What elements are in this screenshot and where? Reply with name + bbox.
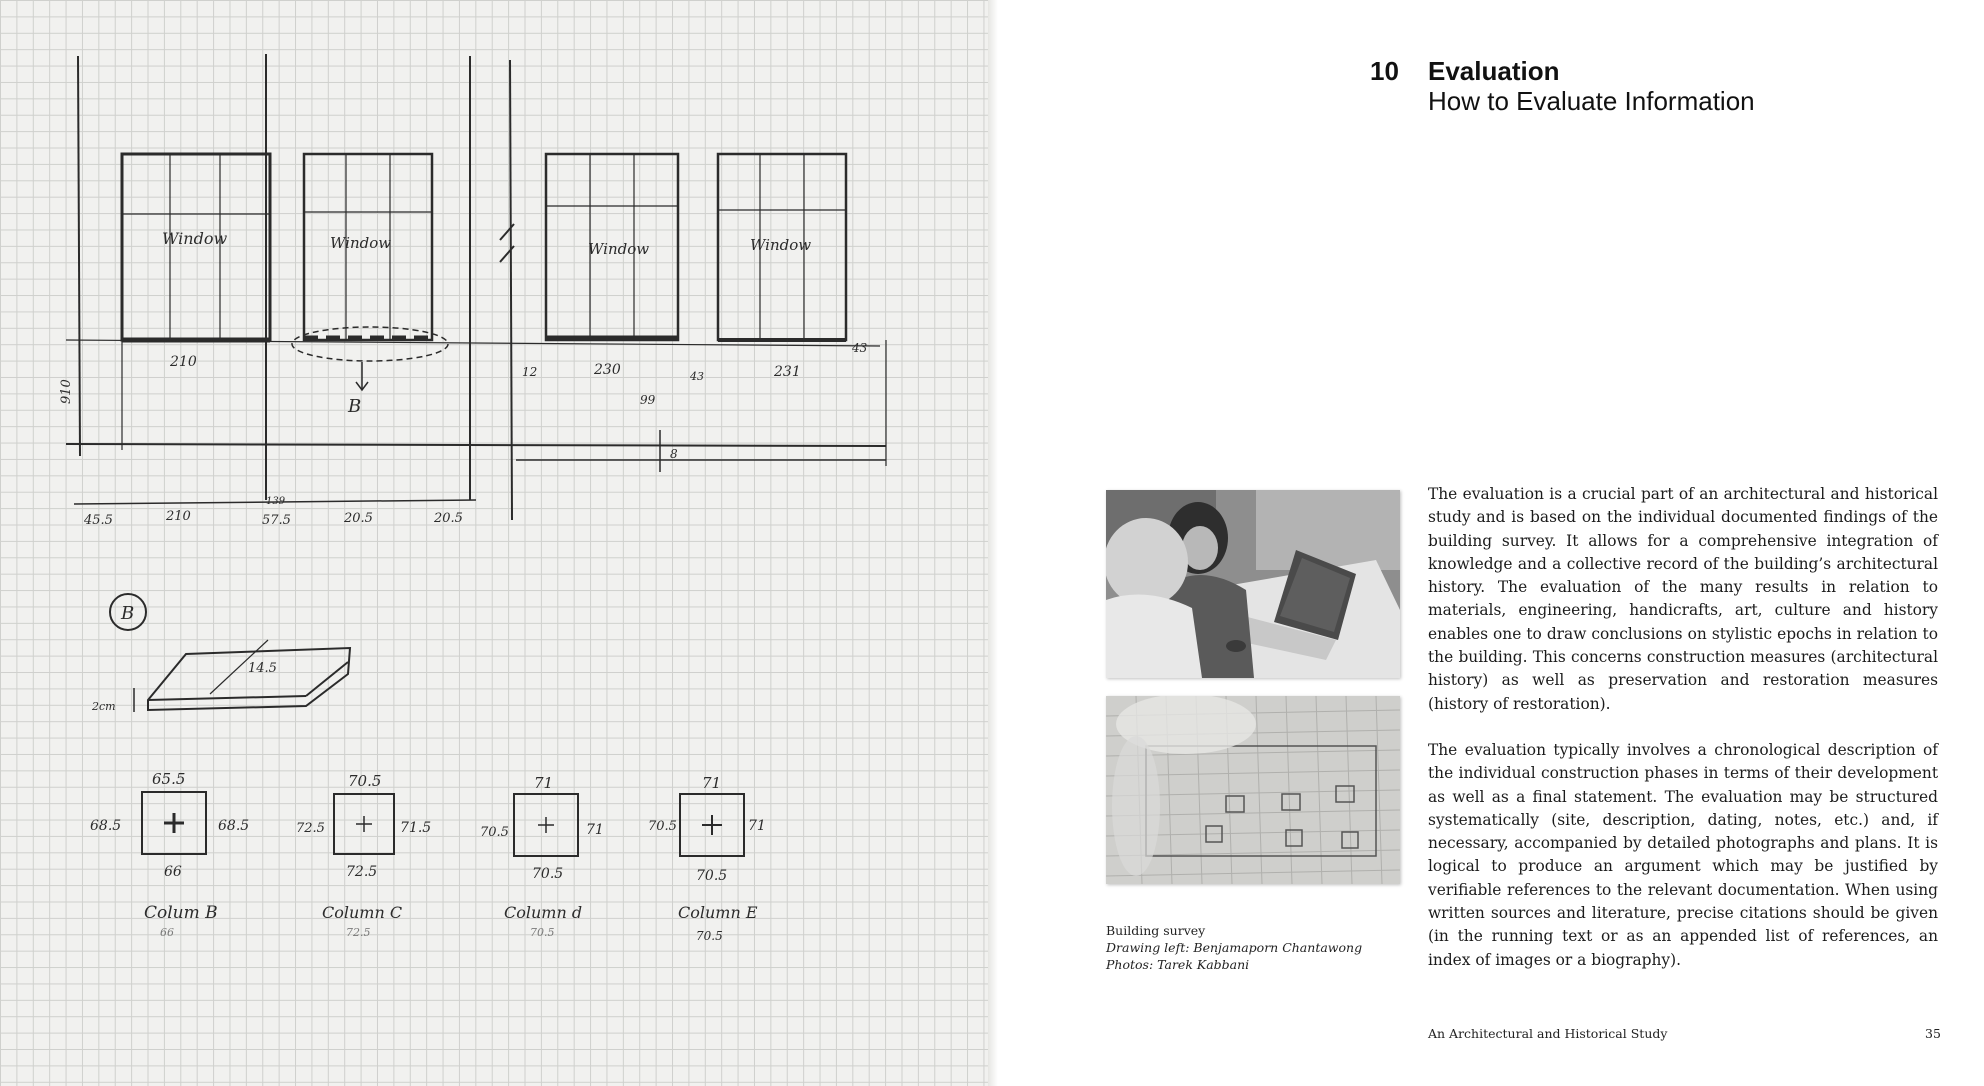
caption-photo-credit: Photos: Tarek Kabbani [1106, 957, 1250, 972]
column-dimension: 72.5 [296, 821, 325, 836]
column-dimension: 71 [748, 818, 766, 834]
body-paragraph-1: The evaluation is a crucial part of an architectural and historical study and is based on the individual documented findings of the building survey. It allows for a comprehensive integration of knowledge and a collective record of the building’s architectural history. The evaluation of the many results in relation to materials, engineering, handicrafts, art, culture and history enables one to draw conclusions on stylistic epochs in relation to the building. This concerns construction measures (architectural history) as well as preservation and restoration measures (history of restoration). [1428, 485, 1938, 713]
column-label: Column E [678, 903, 758, 922]
dimension-label: 2cm [92, 700, 116, 713]
photo-survey-drawing [1106, 696, 1400, 884]
dimension-label: 20.5 [344, 511, 373, 526]
dimension-label: 20.5 [434, 511, 463, 526]
sketch-page [0, 0, 988, 1086]
dimension-label: 8 [670, 447, 678, 461]
window-label-4: Window [750, 236, 812, 254]
window-label-1: Window [162, 229, 228, 248]
running-footer: An Architectural and Historical Study [1428, 1026, 1668, 1041]
column-dimension: 70.5 [480, 825, 509, 840]
chapter-title: Evaluation [1428, 56, 1560, 86]
dimension-label: 231 [774, 364, 801, 380]
column-dimension: 68.5 [90, 818, 122, 834]
column-dimension: 66 [164, 864, 182, 880]
dimension-label: 210 [170, 354, 197, 370]
dimension-label: 139 [266, 496, 286, 507]
column-dimension: 70.5 [530, 926, 555, 939]
column-label: Column d [504, 903, 583, 922]
dimension-label: 14.5 [248, 661, 277, 676]
detail-b-label: B [121, 603, 135, 624]
page-number: 35 [1925, 1026, 1941, 1041]
column-dimension: 70.5 [696, 929, 723, 943]
column-label: Colum B [144, 903, 218, 923]
dimension-label: 57.5 [262, 513, 291, 528]
dimension-label: 210 [166, 509, 191, 524]
dimension-label: 99 [640, 393, 656, 407]
detail-marker-b: B [348, 396, 362, 417]
photo-people-at-laptop [1106, 490, 1400, 678]
dimension-label: 43 [852, 341, 868, 355]
dimension-label: 45.5 [84, 513, 113, 528]
column-dimension: 71 [702, 774, 722, 792]
caption-drawing-credit: Drawing left: Benjamaporn Chantawong [1106, 940, 1363, 955]
dimension-label: 43 [690, 370, 704, 383]
chapter-subtitle: How to Evaluate Information [1428, 86, 1755, 116]
photo-caption [1106, 922, 1362, 973]
page-gutter [988, 0, 998, 1086]
column-dimension: 71 [534, 774, 554, 792]
column-dimension: 71.5 [400, 820, 432, 836]
window-label-2: Window [330, 234, 392, 252]
body-paragraph-2: The evaluation typically involves a chronological description of the individual construction phases in terms of their development as well as a final statement. The evaluation may be structured systematically (site, description, dating, notes, etc.) and, if necessary, accompanied by detailed photographs and plans. It is logical to produce an argument which may be justified by verifiable references to the relevant documentation. When using written sources and literature, precise citations should be given (in the running text or as an appended list of references, an index of images or a biography). [1428, 740, 1938, 969]
column-dimension: 66 [160, 926, 174, 939]
column-dimension: 72.5 [346, 926, 371, 939]
column-dimension: 65.5 [152, 770, 186, 788]
chapter-number: 10 [1370, 56, 1399, 86]
dimension-label: 12 [522, 365, 538, 379]
vertical-dimension: 910 [59, 379, 74, 404]
column-dimension: 70.5 [532, 866, 564, 882]
column-dimension: 71 [586, 822, 604, 838]
dimension-label: 230 [594, 362, 621, 378]
caption-title: Building survey [1106, 923, 1206, 938]
column-dimension: 70.5 [348, 772, 382, 790]
column-dimension: 70.5 [696, 868, 728, 884]
column-dimension: 72.5 [346, 864, 378, 880]
column-dimension: 70.5 [648, 819, 677, 834]
window-label-3: Window [588, 240, 650, 258]
column-dimension: 68.5 [218, 818, 250, 834]
body-text [1428, 483, 1938, 995]
building-survey-sketch [0, 0, 988, 1086]
column-label: Column C [322, 903, 403, 922]
